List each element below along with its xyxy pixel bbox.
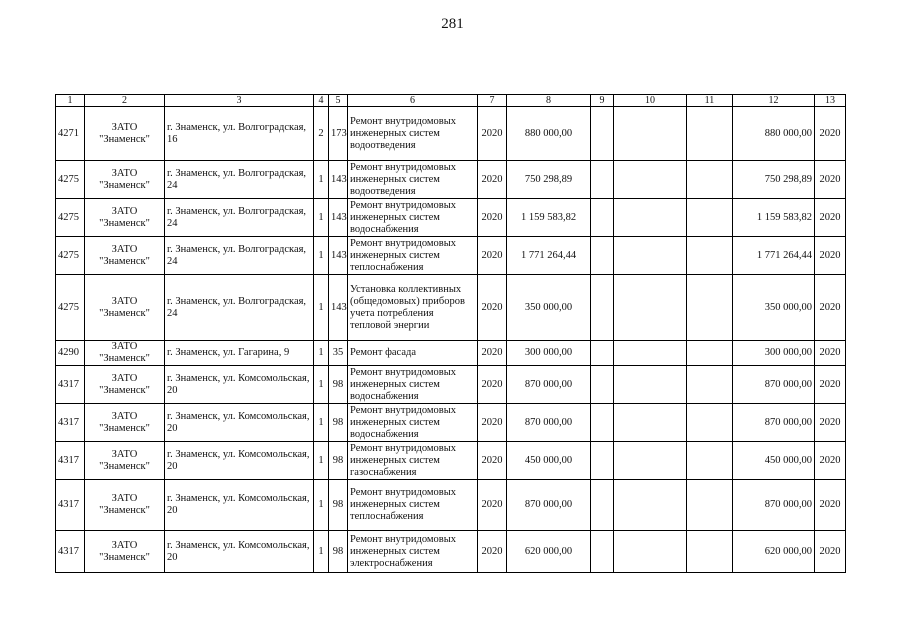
address: г. Знаменск, ул. Волгоградская, 24 [165, 161, 314, 199]
municipality [85, 107, 165, 161]
plan-year: 2020 [478, 442, 507, 480]
empty-cell [614, 366, 687, 404]
empty-cell [687, 480, 733, 531]
municipality-type: ЗАТО [111, 448, 138, 460]
empty-cell [687, 531, 733, 573]
column-header: 3 [165, 95, 314, 107]
building-number: 98 [329, 404, 348, 442]
work-type: Ремонт внутридомовых инженерных систем теплоснабжения [348, 480, 478, 531]
table-row [56, 107, 846, 161]
address: г. Знаменск, ул. Волгоградская, 16 [165, 107, 314, 161]
table-row [56, 480, 846, 531]
empty-cell [687, 366, 733, 404]
address: г. Знаменск, ул. Комсомольская, 20 [165, 480, 314, 531]
building-section: 1 [314, 275, 329, 341]
work-type: Ремонт внутридомовых инженерных систем теплоснабжения [348, 237, 478, 275]
empty-cell [614, 404, 687, 442]
object-id: 4271 [56, 107, 85, 161]
cost-funding: 870 000,00 [733, 480, 815, 531]
municipality [85, 442, 165, 480]
work-type: Ремонт внутридомовых инженерных систем водоотведения [348, 107, 478, 161]
cost-total: 870 000,00 [507, 366, 591, 404]
plan-year: 2020 [478, 275, 507, 341]
register-table [55, 94, 846, 573]
municipality [85, 237, 165, 275]
plan-year: 2020 [478, 531, 507, 573]
cost-total: 750 298,89 [507, 161, 591, 199]
empty-cell [614, 107, 687, 161]
cost-funding: 870 000,00 [733, 366, 815, 404]
empty-cell [687, 237, 733, 275]
empty-cell [687, 107, 733, 161]
cost-total: 450 000,00 [507, 442, 591, 480]
municipality [85, 199, 165, 237]
completion-year: 2020 [815, 199, 846, 237]
completion-year: 2020 [815, 442, 846, 480]
address: г. Знаменск, ул. Волгоградская, 24 [165, 237, 314, 275]
building-section: 1 [314, 237, 329, 275]
completion-year: 2020 [815, 366, 846, 404]
empty-cell [591, 366, 614, 404]
cost-total: 1 159 583,82 [507, 199, 591, 237]
building-number: 173 [329, 107, 348, 161]
empty-cell [614, 199, 687, 237]
work-type: Ремонт внутридомовых инженерных систем водоснабжения [348, 199, 478, 237]
empty-cell [687, 275, 733, 341]
municipality-name: "Знаменск" [99, 179, 150, 191]
empty-cell [614, 161, 687, 199]
municipality-type: ЗАТО [111, 539, 138, 551]
municipality-name: "Знаменск" [99, 384, 150, 396]
empty-cell [614, 237, 687, 275]
municipality [85, 275, 165, 341]
building-section: 1 [314, 531, 329, 573]
table-row [56, 531, 846, 573]
plan-year: 2020 [478, 199, 507, 237]
work-type: Ремонт внутридомовых инженерных систем водоотведения [348, 161, 478, 199]
empty-cell [591, 480, 614, 531]
table-row [56, 341, 846, 366]
municipality-name: "Знаменск" [99, 422, 150, 434]
work-type: Установка коллективных (общедомовых) приборов учета потребления тепловой энергии [348, 275, 478, 341]
empty-cell [614, 275, 687, 341]
completion-year: 2020 [815, 237, 846, 275]
municipality-type: ЗАТО [111, 410, 138, 422]
column-header: 2 [85, 95, 165, 107]
column-header: 7 [478, 95, 507, 107]
municipality-name: "Знаменск" [99, 460, 150, 472]
empty-cell [687, 161, 733, 199]
cost-funding: 350 000,00 [733, 275, 815, 341]
column-header: 6 [348, 95, 478, 107]
municipality-name: "Знаменск" [99, 217, 150, 229]
cost-total: 350 000,00 [507, 275, 591, 341]
completion-year: 2020 [815, 107, 846, 161]
building-number: 143 [329, 237, 348, 275]
work-type: Ремонт фасада [348, 341, 478, 366]
cost-total: 880 000,00 [507, 107, 591, 161]
building-number: 98 [329, 531, 348, 573]
municipality-type: ЗАТО [111, 121, 138, 133]
cost-funding: 620 000,00 [733, 531, 815, 573]
empty-cell [591, 341, 614, 366]
object-id: 4275 [56, 199, 85, 237]
empty-cell [591, 107, 614, 161]
object-id: 4290 [56, 341, 85, 366]
empty-cell [687, 341, 733, 366]
plan-year: 2020 [478, 341, 507, 366]
cost-total: 870 000,00 [507, 480, 591, 531]
work-type: Ремонт внутридомовых инженерных систем электроснабжения [348, 531, 478, 573]
municipality-name: "Знаменск" [99, 133, 150, 145]
plan-year: 2020 [478, 366, 507, 404]
cost-total: 1 771 264,44 [507, 237, 591, 275]
work-type: Ремонт внутридомовых инженерных систем газоснабжения [348, 442, 478, 480]
header-row [56, 95, 846, 107]
municipality-name: "Знаменск" [99, 551, 150, 563]
municipality [85, 404, 165, 442]
municipality-type: ЗАТО [111, 493, 138, 504]
municipality [85, 161, 165, 199]
column-header: 10 [614, 95, 687, 107]
table-row [56, 404, 846, 442]
completion-year: 2020 [815, 480, 846, 531]
municipality-type: ЗАТО [111, 243, 138, 255]
municipality-name: "Знаменск" [99, 353, 150, 364]
empty-cell [591, 161, 614, 199]
empty-cell [687, 442, 733, 480]
completion-year: 2020 [815, 531, 846, 573]
column-header: 1 [56, 95, 85, 107]
work-type: Ремонт внутридомовых инженерных систем водоснабжения [348, 404, 478, 442]
object-id: 4317 [56, 404, 85, 442]
address: г. Знаменск, ул. Гагарина, 9 [165, 341, 314, 366]
cost-funding: 450 000,00 [733, 442, 815, 480]
municipality-name: "Знаменск" [99, 307, 150, 319]
building-number: 143 [329, 275, 348, 341]
municipality-type: ЗАТО [111, 167, 138, 179]
work-type: Ремонт внутридомовых инженерных систем водоснабжения [348, 366, 478, 404]
building-number: 98 [329, 442, 348, 480]
municipality-name: "Знаменск" [99, 505, 150, 516]
table-row [56, 237, 846, 275]
empty-cell [591, 442, 614, 480]
empty-cell [591, 237, 614, 275]
building-section: 2 [314, 107, 329, 161]
column-header: 5 [329, 95, 348, 107]
column-header: 11 [687, 95, 733, 107]
object-id: 4275 [56, 275, 85, 341]
page-number: 281 [441, 16, 464, 32]
table-row [56, 161, 846, 199]
building-section: 1 [314, 199, 329, 237]
municipality-type: ЗАТО [111, 372, 138, 384]
cost-funding: 1 159 583,82 [733, 199, 815, 237]
empty-cell [614, 531, 687, 573]
plan-year: 2020 [478, 404, 507, 442]
building-section: 1 [314, 341, 329, 366]
municipality-type: ЗАТО [111, 295, 138, 307]
address: г. Знаменск, ул. Комсомольская, 20 [165, 366, 314, 404]
column-header: 8 [507, 95, 591, 107]
empty-cell [591, 404, 614, 442]
municipality-type: ЗАТО [111, 341, 138, 352]
building-section: 1 [314, 442, 329, 480]
completion-year: 2020 [815, 341, 846, 366]
municipality [85, 531, 165, 573]
cost-funding: 1 771 264,44 [733, 237, 815, 275]
empty-cell [591, 275, 614, 341]
building-number: 35 [329, 341, 348, 366]
building-number: 143 [329, 161, 348, 199]
completion-year: 2020 [815, 275, 846, 341]
column-header: 9 [591, 95, 614, 107]
completion-year: 2020 [815, 161, 846, 199]
cost-funding: 870 000,00 [733, 404, 815, 442]
municipality [85, 366, 165, 404]
empty-cell [614, 480, 687, 531]
empty-cell [591, 531, 614, 573]
building-section: 1 [314, 404, 329, 442]
cost-total: 870 000,00 [507, 404, 591, 442]
completion-year: 2020 [815, 404, 846, 442]
object-id: 4317 [56, 480, 85, 531]
building-section: 1 [314, 161, 329, 199]
table-row [56, 366, 846, 404]
address: г. Знаменск, ул. Волгоградская, 24 [165, 199, 314, 237]
empty-cell [687, 404, 733, 442]
column-header: 13 [815, 95, 846, 107]
building-number: 98 [329, 480, 348, 531]
municipality [85, 480, 165, 531]
cost-total: 620 000,00 [507, 531, 591, 573]
table-row [56, 442, 846, 480]
plan-year: 2020 [478, 161, 507, 199]
plan-year: 2020 [478, 480, 507, 531]
table-row [56, 199, 846, 237]
object-id: 4275 [56, 237, 85, 275]
address: г. Знаменск, ул. Комсомольская, 20 [165, 442, 314, 480]
address: г. Знаменск, ул. Волгоградская, 24 [165, 275, 314, 341]
object-id: 4317 [56, 531, 85, 573]
address: г. Знаменск, ул. Комсомольская, 20 [165, 404, 314, 442]
cost-total: 300 000,00 [507, 341, 591, 366]
cost-funding: 750 298,89 [733, 161, 815, 199]
object-id: 4317 [56, 366, 85, 404]
cost-funding: 300 000,00 [733, 341, 815, 366]
cost-funding: 880 000,00 [733, 107, 815, 161]
municipality [85, 341, 165, 366]
empty-cell [614, 341, 687, 366]
plan-year: 2020 [478, 237, 507, 275]
municipality-type: ЗАТО [111, 205, 138, 217]
plan-year: 2020 [478, 107, 507, 161]
object-id: 4317 [56, 442, 85, 480]
building-section: 1 [314, 480, 329, 531]
object-id: 4275 [56, 161, 85, 199]
municipality-name: "Знаменск" [99, 255, 150, 267]
building-section: 1 [314, 366, 329, 404]
address: г. Знаменск, ул. Комсомольская, 20 [165, 531, 314, 573]
empty-cell [687, 199, 733, 237]
table-row [56, 275, 846, 341]
building-number: 98 [329, 366, 348, 404]
column-header: 4 [314, 95, 329, 107]
building-number: 143 [329, 199, 348, 237]
empty-cell [614, 442, 687, 480]
empty-cell [591, 199, 614, 237]
column-header: 12 [733, 95, 815, 107]
